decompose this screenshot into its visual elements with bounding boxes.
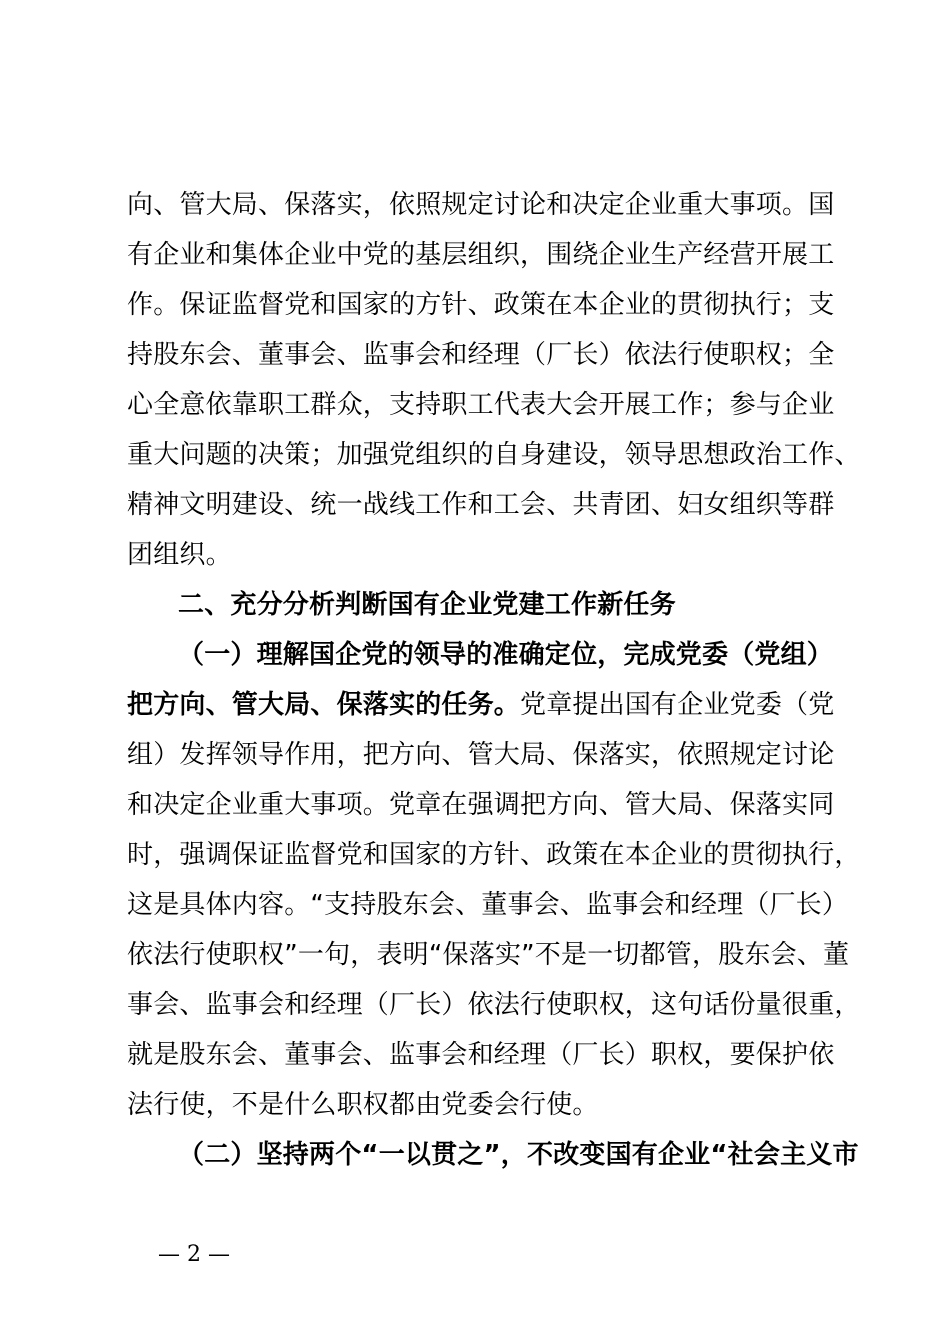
subsection-1-line-8: 法行使，不是什么职权都由党委会行使。 [127,1090,599,1120]
subsection-1-line-1: 组）发挥领导作用，把方向、管大局、保落实，依照规定讨论 [127,740,835,770]
paragraph-1-line-5: 心全意依靠职工群众，支持职工代表大会开展工作；参与企业 [127,390,835,420]
paragraph-1-line-3: 作。保证监督党和国家的方针、政策在本企业的贯彻执行；支 [127,290,835,320]
subsection-1-line-6: 事会、监事会和经理（厂长）依法行使职权，这句话份量很重， [127,990,861,1020]
paragraph-1-line-2: 有企业和集体企业中党的基层组织，围绕企业生产经营开展工 [127,240,835,270]
subsection-1-line-2: 和决定企业重大事项。党章在强调把方向、管大局、保落实同 [127,790,835,820]
subsection-1-heading-line-2 [127,680,847,730]
subsection-1-heading-bold: 把方向、管大局、保落实的任务。 [127,690,521,720]
page-number: — 2 — [158,1242,230,1267]
subsection-1-heading-rest: 党章提出国有企业党委（党 [520,690,835,720]
paragraph-1-line-1: 向、管大局、保落实，依照规定讨论和决定企业重大事项。国 [127,190,835,220]
subsection-1-line-5: 依法行使职权”一句，表明“保落实”不是一切都管，股东会、董 [127,940,850,970]
subsection-2-heading: （二）坚持两个“一以贯之”，不改变国有企业“社会主义市 [178,1140,859,1170]
section-heading: 二、充分分析判断国有企业党建工作新任务 [178,590,676,620]
paragraph-1-line-6: 重大问题的决策；加强党组织的自身建设，领导思想政治工作、 [127,440,861,470]
paragraph-1-line-8: 团组织。 [127,540,232,570]
subsection-1-heading: （一）理解国企党的领导的准确定位，完成党委（党组） [178,640,834,670]
subsection-1-line-7: 就是股东会、董事会、监事会和经理（厂长）职权，要保护依 [127,1040,835,1070]
subsection-1-line-4: 这是具体内容。“支持股东会、董事会、监事会和经理（厂长） [127,890,849,920]
paragraph-1-line-7: 精神文明建设、统一战线工作和工会、共青团、妇女组织等群 [127,490,835,520]
subsection-1-line-3: 时，强调保证监督党和国家的方针、政策在本企业的贯彻执行， [127,840,861,870]
paragraph-1-line-4: 持股东会、董事会、监事会和经理（厂长）依法行使职权；全 [127,340,835,370]
